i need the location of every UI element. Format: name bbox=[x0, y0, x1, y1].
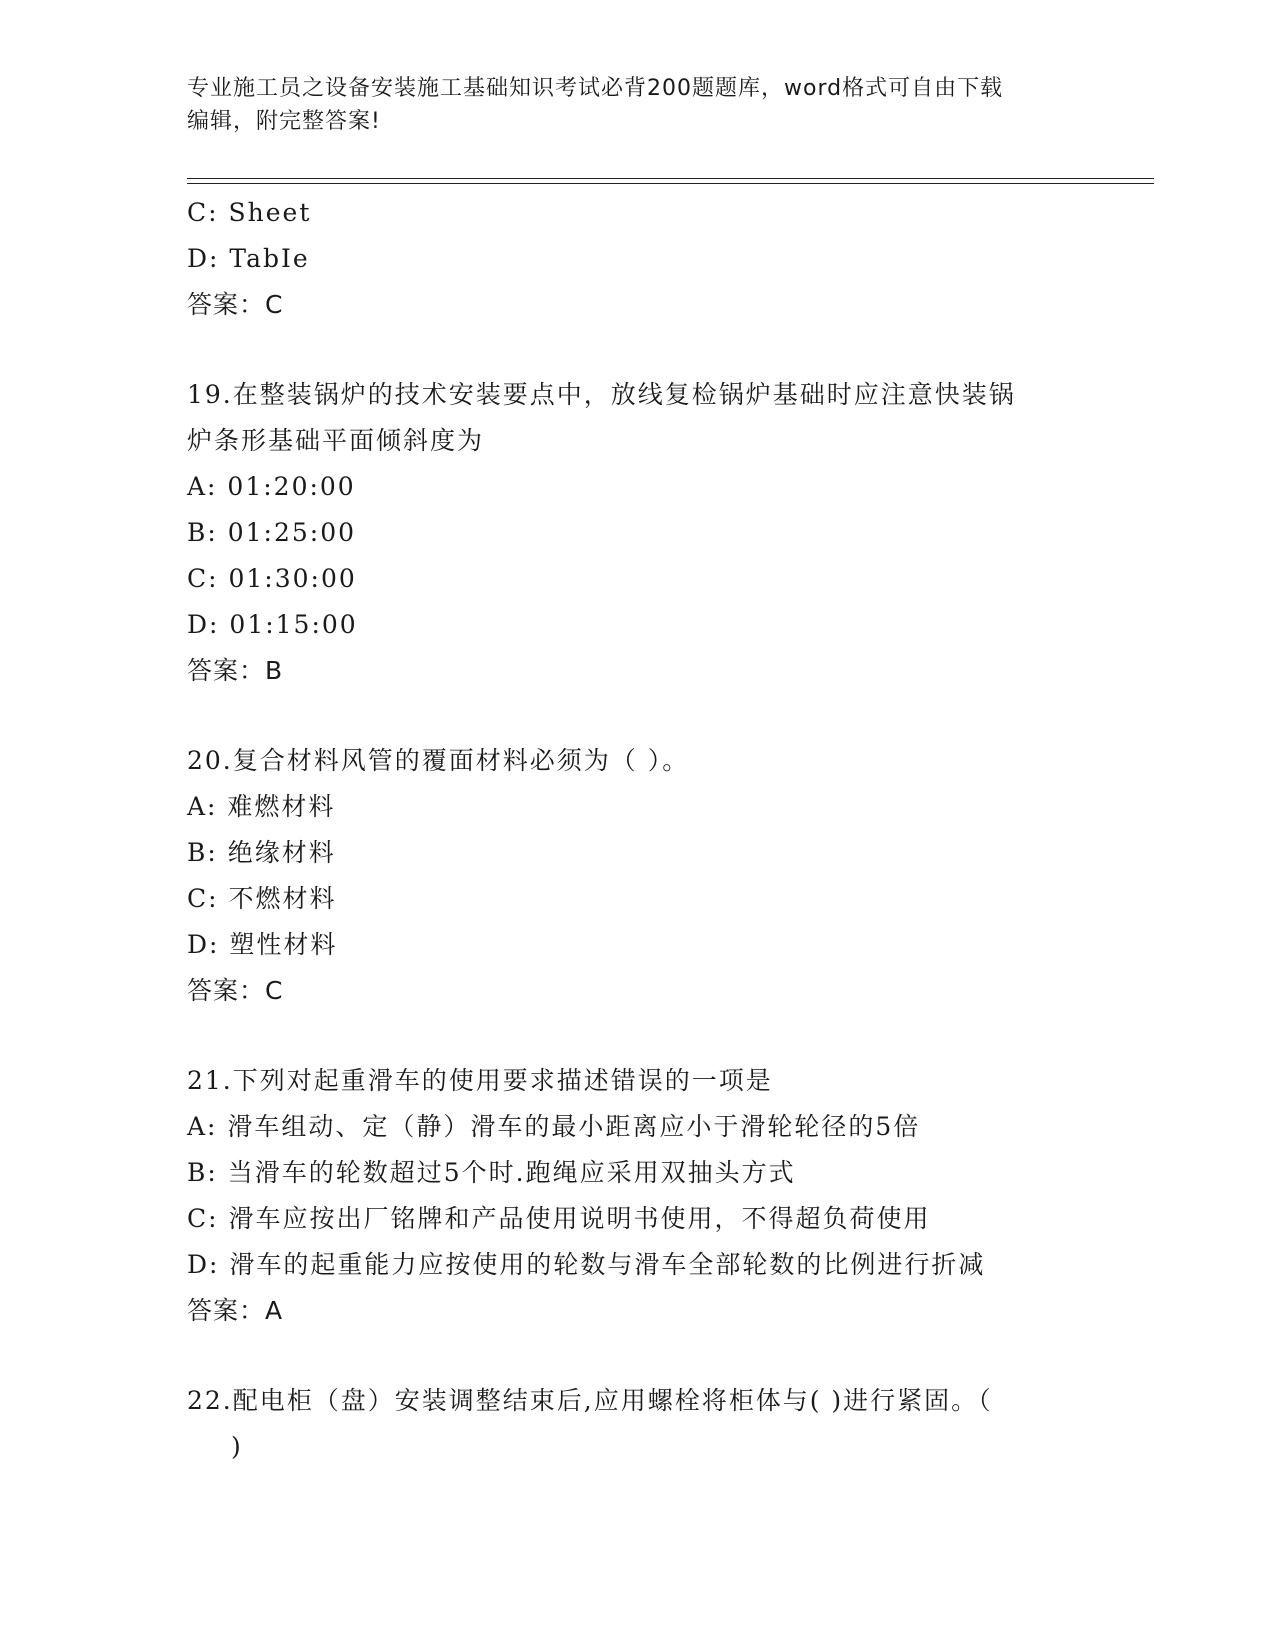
document-body bbox=[187, 190, 1107, 1470]
spacer bbox=[187, 694, 1107, 738]
question-stem-line: ) bbox=[231, 1432, 243, 1461]
option-c: C: 滑车应按出厂铭牌和产品使用说明书使用，不得超负荷使用 bbox=[187, 1204, 931, 1233]
header-title-line1: 专业施工员之设备安装施工基础知识考试必背200题题库，word格式可自由下载 bbox=[187, 76, 1004, 101]
option-d: D: TabIe bbox=[187, 244, 310, 273]
option-b: B: 绝缘材料 bbox=[187, 838, 336, 867]
page-header bbox=[187, 72, 1087, 138]
option-b: B: 01:25:00 bbox=[187, 518, 357, 547]
question-20 bbox=[187, 738, 1107, 1014]
option-c: C: 不燃材料 bbox=[187, 884, 337, 913]
option-a: A: 难燃材料 bbox=[187, 792, 336, 821]
option-d: D: 滑车的起重能力应按使用的轮数与滑车全部轮数的比例进行折减 bbox=[187, 1250, 986, 1279]
header-divider bbox=[187, 178, 1154, 184]
question-stem-line: 22.配电柜（盘）安装调整结束后,应用螺栓将柜体与( )进行紧固。（ bbox=[187, 1386, 993, 1415]
question-stem-line: 20.复合材料风管的覆面材料必须为（ ）。 bbox=[187, 746, 690, 775]
spacer bbox=[187, 1334, 1107, 1378]
option-d: D: 塑性材料 bbox=[187, 930, 338, 959]
answer-line: 答案：B bbox=[187, 656, 284, 685]
spacer bbox=[187, 1014, 1107, 1058]
question-18-partial bbox=[187, 190, 1107, 328]
option-a: A: 滑车组动、定（静）滑车的最小距离应小于滑轮轮径的5倍 bbox=[187, 1112, 921, 1141]
answer-line: 答案：C bbox=[187, 976, 284, 1005]
question-19 bbox=[187, 372, 1107, 694]
question-21 bbox=[187, 1058, 1107, 1334]
header-title-line2: 编辑，附完整答案! bbox=[187, 109, 381, 134]
question-22 bbox=[187, 1378, 1107, 1470]
answer-line: 答案：C bbox=[187, 290, 284, 319]
option-c: C: 01:30:00 bbox=[187, 564, 357, 593]
option-a: A: 01:20:00 bbox=[187, 472, 356, 501]
question-stem-line: 21.下列对起重滑车的使用要求描述错误的一项是 bbox=[187, 1066, 773, 1095]
spacer bbox=[187, 328, 1107, 372]
question-stem-line: 炉条形基础平面倾斜度为 bbox=[187, 426, 485, 455]
option-d: D: 01:15:00 bbox=[187, 610, 358, 639]
option-b: B: 当滑车的轮数超过5个时.跑绳应采用双抽头方式 bbox=[187, 1158, 796, 1187]
question-stem-line: 19.在整装锅炉的技术安装要点中，放线复检锅炉基础时应注意快装锅 bbox=[187, 380, 1016, 409]
option-c: C: Sheet bbox=[187, 198, 312, 227]
answer-line: 答案：A bbox=[187, 1296, 284, 1325]
